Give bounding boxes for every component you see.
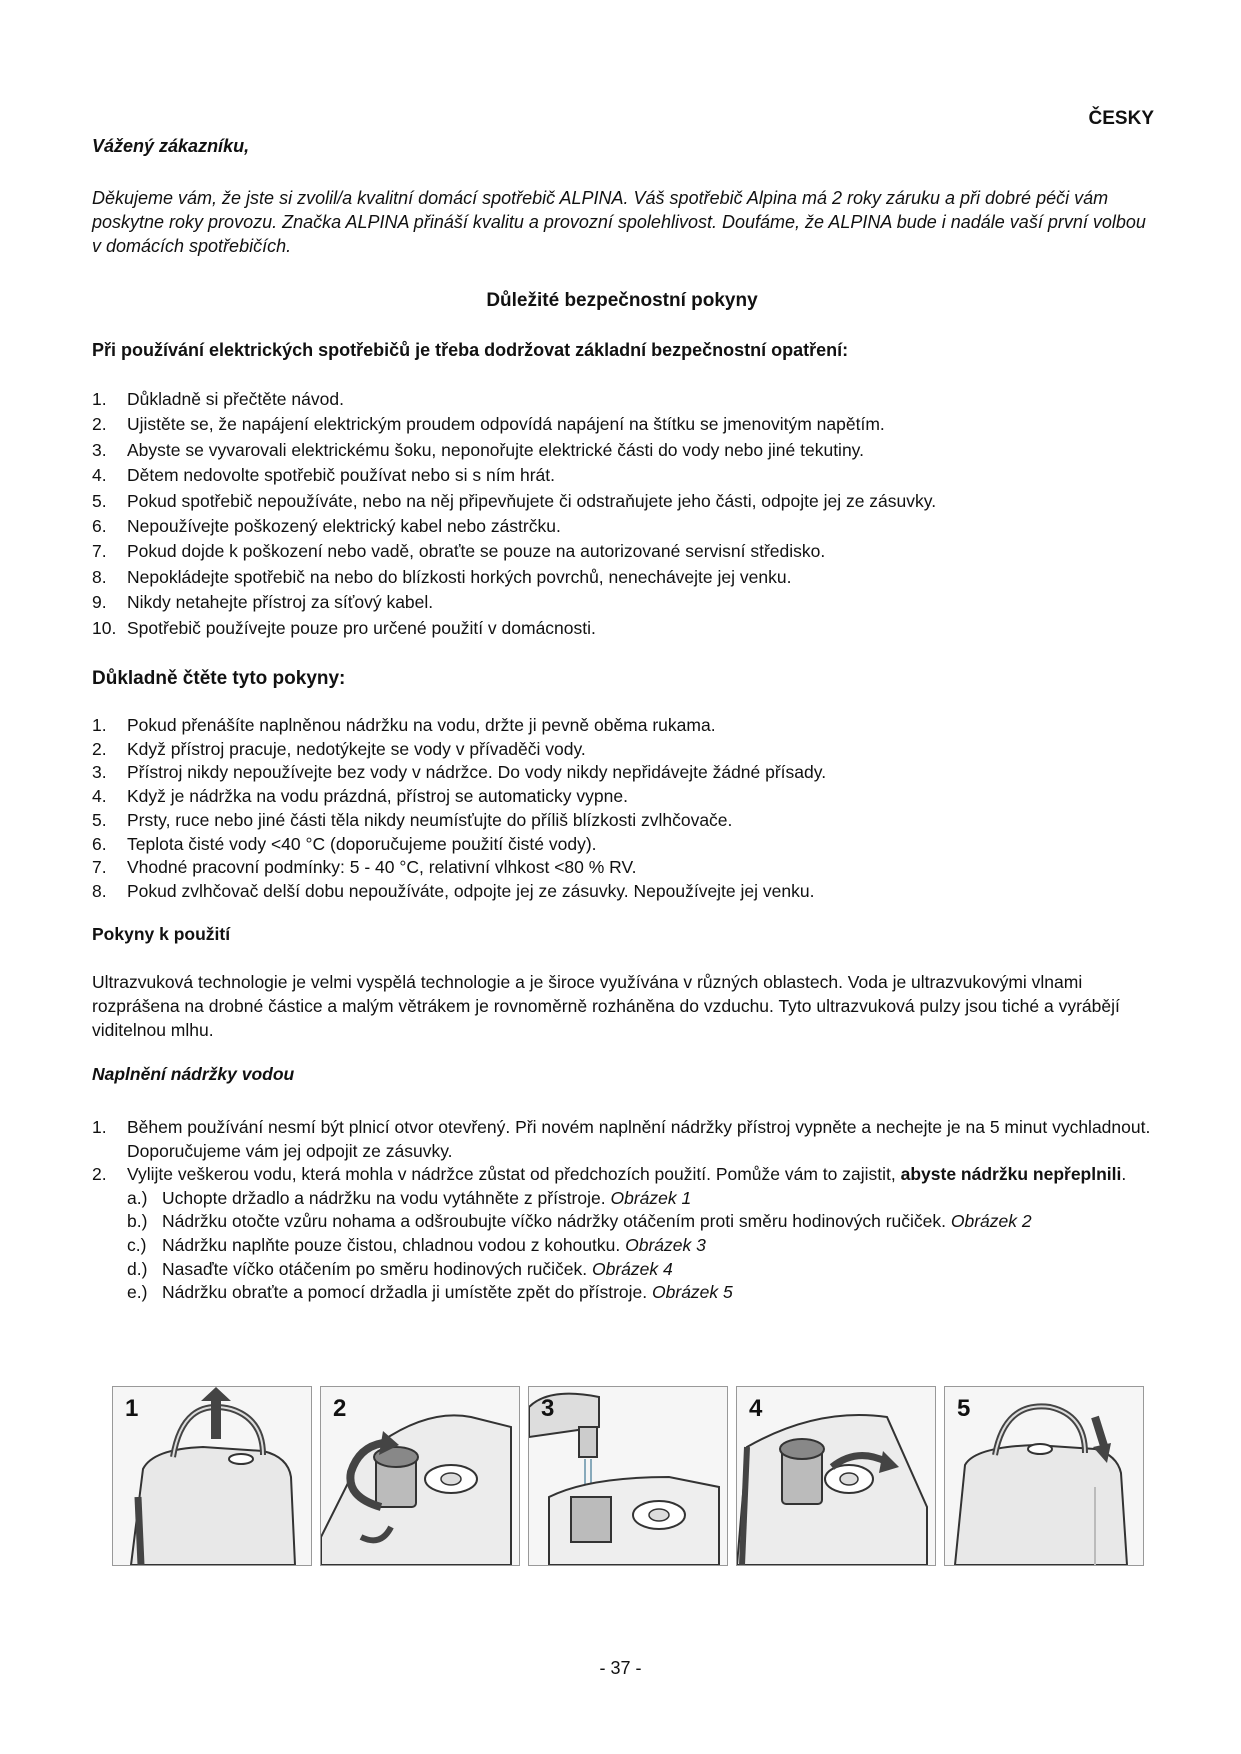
humidifier-illustration [529, 1387, 727, 1565]
figure-4 [736, 1386, 936, 1566]
list-item: 6. Nepoužívejte poškozený elektrický kabel nebo zástrčku. [92, 516, 561, 537]
humidifier-illustration [113, 1387, 311, 1565]
sub-item: c.) Nádržku naplňte pouze čistou, chladnou vodou z kohoutku. Obrázek 3 [127, 1234, 706, 1255]
list-item: 5. Pokud spotřebič nepoužíváte, nebo na něj připevňujete či odstraňujete jeho části, odpojte jej ze zásuvky. [92, 490, 937, 511]
humidifier-illustration [321, 1387, 519, 1565]
list-item: 8. Pokud zvlhčovač delší dobu nepoužíváte, odpojte jej ze zásuvky. Nepoužívejte jej venku. [92, 880, 815, 901]
list-item: 6. Teplota čisté vody <40 °C (doporučujeme použití čisté vody). [92, 833, 597, 854]
figure-reference: Obrázek 5 [652, 1282, 733, 1303]
list-item: 2. Vylijte veškerou vodu, která mohla v nádržce zůstat od předchozích použití. Pomůže vám to zajistit, abyste nádržku nepřeplnili. a.) Uchopte držadlo a nádržku na vodu vytáhněte z přístroje. Obrázek 1 b.) Nádržku otočte vzůru nohama a odšroubujte víčko nádržky otáčením proti směru hodinových ručiček. Obrázek 2 c.) Nádržku naplňte pouze čistou, chladnou vodou z kohoutku. Obrázek 3 d.) Nasaďte víčko otáčením po směru hodinových ručiček. Obrázek 4 e.) Nádržku obraťte a pomocí držadla ji umístěte zpět do přístroje. Obrázek 5 [92, 1163, 1152, 1305]
fill-list [92, 1116, 1152, 1305]
figure-reference: Obrázek 3 [625, 1234, 706, 1255]
list-item: 7. Pokud dojde k poškození nebo vadě, obraťte se pouze na autorizované servisní středisko. [92, 541, 826, 562]
list-item: 10. Spotřebič používejte pouze pro určené použití v domácnosti. [92, 617, 596, 638]
read-title: Důkladně čtěte tyto pokyny: [92, 668, 346, 689]
figure-reference: Obrázek 2 [950, 1211, 1032, 1232]
figure-1 [112, 1386, 312, 1566]
list-item: 4. Když je nádržka na vodu prázdná, přístroj se automaticky vypne. [92, 786, 628, 807]
page-number: - 37 - [599, 1658, 642, 1678]
sub-item: b.) Nádržku otočte vzůru nohama a odšroubujte víčko nádržky otáčením proti směru hodinových ručiček. Obrázek 2 [127, 1211, 1032, 1232]
usage-paragraph: Ultrazvuková technologie je velmi vyspělá technologie a je široce využívána v různých oblastech. Voda je ultrazvukovými vlnami rozprášena na drobné částice a malým větrákem je rovnoměrně rozháněna do vzduchu. Tyto ultrazvuková pulzy jsou tiché a vyrábějí viditelnou mlhu. [92, 972, 1120, 1040]
read-list [92, 714, 826, 904]
figure-number: 5 [957, 1395, 971, 1422]
figure-number: 2 [333, 1395, 347, 1422]
safety-list [92, 387, 936, 641]
list-item: 9. Nikdy netahejte přístroj za síťový kabel. [92, 592, 434, 613]
figure-reference: Obrázek 1 [610, 1187, 692, 1208]
figure-reference: Obrázek 4 [592, 1258, 673, 1279]
figure-2 [320, 1386, 520, 1566]
safety-lead: Při používání elektrických spotřebičů je třeba dodržovat základní bezpečnostní opatření: [92, 340, 849, 360]
list-item: 2. Když přístroj pracuje, nedotýkejte se vody v přívaděči vody. [92, 738, 586, 759]
figure-3 [528, 1386, 728, 1566]
list-item: 7. Vhodné pracovní podmínky: 5 - 40 °C, relativní vlhkost <80 % RV. [92, 857, 637, 878]
language-label: ČESKY [1088, 108, 1154, 129]
list-item: 1. Během používání nesmí být plnicí otvor otevřený. Při novém naplnění nádržky přístroj vypněte a nechejte je na 5 minut vychladnout. Doporučujeme vám jej odpojit ze zásuvky. [92, 1117, 1151, 1161]
figure-5 [944, 1386, 1144, 1566]
list-item: 3. Přístroj nikdy nepoužívejte bez vody v nádržce. Do vody nikdy nepřidávejte žádné přísady. [92, 762, 827, 783]
fill-title: Naplnění nádržky vodou [92, 1064, 295, 1084]
sub-item: a.) Uchopte držadlo a nádržku na vodu vytáhněte z přístroje. Obrázek 1 [127, 1187, 692, 1208]
sub-item: e.) Nádržku obraťte a pomocí držadla ji umístěte zpět do přístroje. Obrázek 5 [127, 1282, 733, 1303]
figure-number: 3 [541, 1395, 555, 1422]
figures-row [112, 1386, 1142, 1566]
list-item: 4. Dětem nedovolte spotřebič používat nebo si s ním hrát. [92, 465, 556, 486]
usage-title: Pokyny k použití [92, 924, 231, 944]
sub-item: d.) Nasaďte víčko otáčením po směru hodinových ručiček. Obrázek 4 [127, 1258, 673, 1279]
humidifier-illustration [737, 1387, 935, 1565]
greeting: Vážený zákazníku, [92, 136, 250, 156]
humidifier-illustration [945, 1387, 1143, 1565]
safety-title: Důležité bezpečnostní pokyny [486, 290, 758, 311]
figure-number: 1 [125, 1395, 139, 1422]
emphasis: abyste nádržku nepřeplnili [900, 1164, 1122, 1185]
list-item: 3. Abyste se vyvarovali elektrickému šoku, neponořujte elektrické části do vody nebo jiné tekutiny. [92, 439, 864, 460]
list-item: 5. Prsty, ruce nebo jiné části těla nikdy neumísťujte do příliš blízkosti zvlhčovače. [92, 809, 733, 830]
figure-number: 4 [749, 1395, 763, 1422]
list-item: 1. Pokud přenášíte naplněnou nádržku na vodu, držte ji pevně oběma rukama. [92, 715, 716, 735]
fill-sublist [127, 1187, 1152, 1305]
list-item: 1. Důkladně si přečtěte návod. [92, 389, 344, 409]
list-item: 2. Ujistěte se, že napájení elektrickým proudem odpovídá napájení na štítku se jmenovitým napětím. [92, 414, 885, 435]
list-item: 8. Nepokládejte spotřebič na nebo do blízkosti horkých povrchů, nenechávejte jej venku. [92, 566, 792, 587]
intro-paragraph: Děkujeme vám, že jste si zvolil/a kvalitní domácí spotřebič ALPINA. Váš spotřebič Alpina má 2 roky záruku a při dobré péči vám poskytne roky provozu. Značka ALPINA přináší kvalitu a provozní spolehlivost. Doufáme, že ALPINA bude i nadále vaší první volbou v domácích spotřebičích. [92, 188, 1146, 256]
